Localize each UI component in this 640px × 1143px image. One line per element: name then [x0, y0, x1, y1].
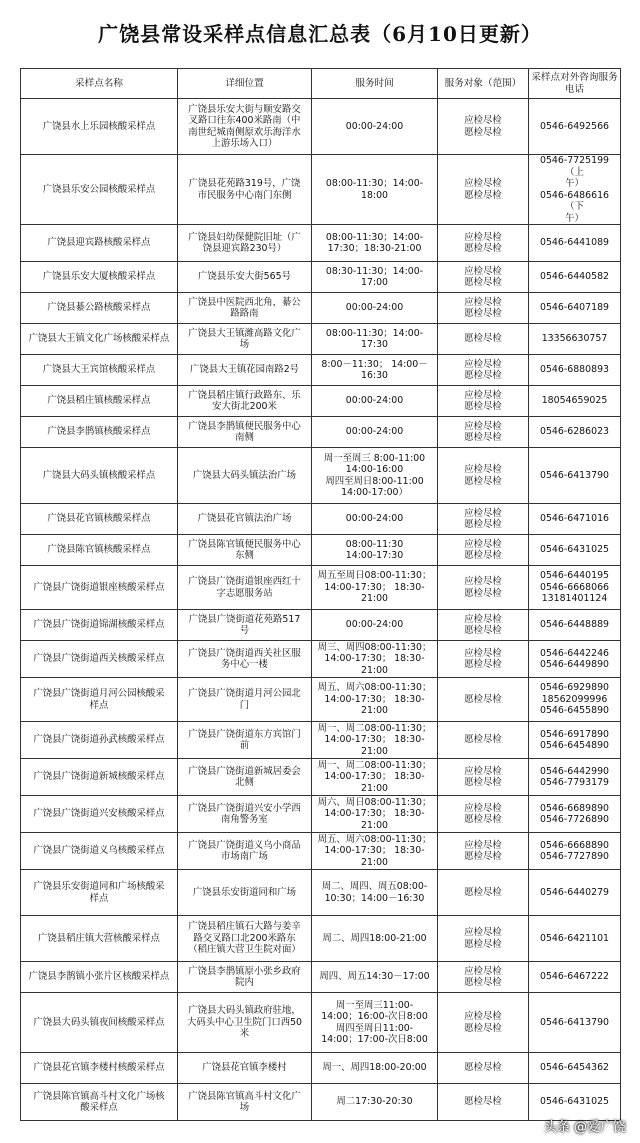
- header-phone: 采样点对外咨询服务 电话: [529, 69, 621, 99]
- phone-cell: 0546-6431025: [529, 535, 621, 566]
- phone-cell: 0546-6917890 0546-6454890: [529, 722, 621, 759]
- site-name-cell: 广饶县李鹊镇核酸采样点: [21, 417, 178, 448]
- service-target-cell: 应检尽检 愿检尽检: [438, 448, 529, 504]
- service-time-cell: 周二、周四18:00-21:00: [312, 916, 438, 962]
- location-cell: 广饶县大王镇潍高路文化广 场: [178, 324, 312, 355]
- header-service-time: 服务时间: [312, 69, 438, 99]
- service-target-cell: 应检尽检 愿检尽检: [438, 993, 529, 1053]
- location-cell: 广饶县花官镇法治广场: [178, 504, 312, 535]
- site-name-cell: 广饶县乐安街道同和广场核酸采 样点: [21, 870, 178, 916]
- phone-cell: 0546-7725199（上 午） 0546-6486616（下 午）: [529, 155, 621, 225]
- site-name-cell: 广饶县广饶街道锦湖核酸采样点: [21, 610, 178, 641]
- site-name-cell: 广饶县乐安公园核酸采样点: [21, 155, 178, 225]
- service-time-cell: 08:00-11:30 14:00-17:30: [312, 535, 438, 566]
- service-time-cell: 周二、周四、周五08:00- 10:30；14:00－16:30: [312, 870, 438, 916]
- service-time-cell: 00:00-24:00: [312, 610, 438, 641]
- site-name-cell: 广饶县綦公路核酸采样点: [21, 293, 178, 324]
- service-target-cell: 愿检尽检: [438, 1053, 529, 1084]
- location-cell: 广饶县李鹊镇原小张乡政府 院内: [178, 962, 312, 993]
- site-name-cell: 广饶县大码头镇夜间核酸采样点: [21, 993, 178, 1053]
- location-cell: 广饶县花官镇李楼村: [178, 1053, 312, 1084]
- service-time-cell: 周一至周三 8:00-11:00 14:00-16:00 周四至周日8:00-11:00 14:00-17:00）: [312, 448, 438, 504]
- location-cell: 广饶县大王镇花园南路2号: [178, 355, 312, 386]
- page-title: 广饶县常设采样点信息汇总表（6月10日更新）: [98, 22, 542, 46]
- service-time-cell: 08:00-11:30；14:00- 17:30: [312, 324, 438, 355]
- location-cell: 广饶县广饶街道新城居委会 北侧: [178, 759, 312, 796]
- location-cell: 广饶县花苑路319号，广饶 市民服务中心南门东侧: [178, 155, 312, 225]
- site-name-cell: 广饶县广饶街道兴安核酸采样点: [21, 796, 178, 833]
- table-row: [21, 324, 621, 355]
- service-time-cell: 00:00-24:00: [312, 504, 438, 535]
- service-target-cell: 应检尽检 愿检尽检: [438, 641, 529, 678]
- phone-cell: 0546-6668890 0546-7727890: [529, 833, 621, 870]
- site-name-cell: 广饶县广饶街道孙武核酸采样点: [21, 722, 178, 759]
- header-location: 详细位置: [178, 69, 312, 99]
- service-time-cell: 08:00-11:30；14:00- 17:30；18:30-21:00: [312, 225, 438, 262]
- table-row: [21, 641, 621, 678]
- table-row: [21, 759, 621, 796]
- location-cell: 广饶县大码头镇法治广场: [178, 448, 312, 504]
- location-cell: 广饶县广饶街道义乌小商品 市场南广场: [178, 833, 312, 870]
- service-time-cell: 周一、周四18:00-20:00: [312, 1053, 438, 1084]
- location-cell: 广饶县乐安大街与顺安路交 叉路口往东400米路南（中 南世纪城南侧原欢乐海洋水 上游乐场入口）: [178, 99, 312, 155]
- service-target-cell: 应检尽检 愿检尽检: [438, 155, 529, 225]
- phone-cell: 0546-6286023: [529, 417, 621, 448]
- watermark: 头条 @爱广饶: [543, 1120, 626, 1135]
- location-cell: 广饶县李鹊镇便民服务中心 南侧: [178, 417, 312, 448]
- location-cell: 广饶县广饶街道西关社区服 务中心一楼: [178, 641, 312, 678]
- service-time-cell: 周四、周五14:30－17:00: [312, 962, 438, 993]
- service-target-cell: 愿检尽检: [438, 870, 529, 916]
- service-target-cell: 愿检尽检: [438, 722, 529, 759]
- phone-cell: 0546-6689890 0546-7726890: [529, 796, 621, 833]
- table-row: [21, 293, 621, 324]
- service-time-cell: 周一、周二08:00-11:30； 14:00-17:30； 18:30- 21:00: [312, 722, 438, 759]
- table-row: [21, 796, 621, 833]
- phone-cell: 13356630757: [529, 324, 621, 355]
- service-target-cell: 应检尽检 愿检尽检: [438, 833, 529, 870]
- service-target-cell: 应检尽检 愿检尽检: [438, 417, 529, 448]
- phone-cell: 0546-6440279: [529, 870, 621, 916]
- service-time-cell: 周一、周二08:00-11:30； 14:00-17:30； 18:30- 21:00: [312, 759, 438, 796]
- phone-cell: 0546-6454362: [529, 1053, 621, 1084]
- site-name-cell: 广饶县稻庄镇核酸采样点: [21, 386, 178, 417]
- table-body: [21, 99, 621, 1121]
- table-row: [21, 870, 621, 916]
- location-cell: 广饶县妇幼保健院旧址（广 饶县迎宾路230号）: [178, 225, 312, 262]
- table-row: [21, 1053, 621, 1084]
- service-target-cell: 应检尽检 愿检尽检: [438, 796, 529, 833]
- phone-cell: 0546-6471016: [529, 504, 621, 535]
- table-row: [21, 386, 621, 417]
- service-target-cell: 愿检尽检: [438, 324, 529, 355]
- service-time-cell: 00:00-24:00: [312, 386, 438, 417]
- phone-cell: 0546-6448889: [529, 610, 621, 641]
- header-site-name: 采样点名称: [21, 69, 178, 99]
- phone-cell: 0546-6441089: [529, 225, 621, 262]
- service-time-cell: 周五至周日08:00-11:30； 14:00-17:30； 18:30- 21:00: [312, 566, 438, 610]
- phone-cell: 0546-6492566: [529, 99, 621, 155]
- table-header-row: [21, 69, 621, 99]
- service-time-cell: 08:30-11:30；14:00- 17:00: [312, 262, 438, 293]
- phone-cell: 0546-6442990 0546-7793179: [529, 759, 621, 796]
- service-target-cell: 应检尽检 愿检尽检: [438, 225, 529, 262]
- location-cell: 广饶县稻庄镇行政路东、乐 安大街北200米: [178, 386, 312, 417]
- table-row: [21, 262, 621, 293]
- service-time-cell: 周五、周六08:00-11:30； 14:00-17:30； 18:30- 21:00: [312, 678, 438, 722]
- site-name-cell: 广饶县广饶街道义乌核酸采样点: [21, 833, 178, 870]
- location-cell: 广饶县广饶街道花苑路517 号: [178, 610, 312, 641]
- service-time-cell: 周六、周日08:00-11:30； 14:00-17:30； 18:30- 21:00: [312, 796, 438, 833]
- location-cell: 广饶县广饶街道银座西红十 字志愿服务站: [178, 566, 312, 610]
- table-row: [21, 99, 621, 155]
- site-name-cell: 广饶县大王镇文化广场核酸采样点: [21, 324, 178, 355]
- service-time-cell: 08:00-11:30；14:00- 18:00: [312, 155, 438, 225]
- sampling-sites-table: [20, 68, 621, 1121]
- site-name-cell: 广饶县花官镇核酸采样点: [21, 504, 178, 535]
- phone-cell: 0546-6413790: [529, 993, 621, 1053]
- site-name-cell: 广饶县迎宾路核酸采样点: [21, 225, 178, 262]
- location-cell: 广饶县陈官镇便民服务中心 东侧: [178, 535, 312, 566]
- service-target-cell: 应检尽检 愿检尽检: [438, 566, 529, 610]
- phone-cell: 0546-6880893: [529, 355, 621, 386]
- site-name-cell: 广饶县花官镇李楼村核酸采样点: [21, 1053, 178, 1084]
- location-cell: 广饶县陈官镇高斗村文化广 场: [178, 1084, 312, 1121]
- phone-cell: 0546-6413790: [529, 448, 621, 504]
- location-cell: 广饶县稻庄镇石大路与姜辛 路交叉路口北200米路东 （稻庄镇大营卫生院对面）: [178, 916, 312, 962]
- service-target-cell: 应检尽检 愿检尽检: [438, 355, 529, 386]
- service-target-cell: 应检尽检 愿检尽检: [438, 759, 529, 796]
- service-target-cell: 应检尽检 愿检尽检: [438, 535, 529, 566]
- service-target-cell: 应检尽检 愿检尽检: [438, 262, 529, 293]
- table-row: [21, 833, 621, 870]
- table-row: [21, 504, 621, 535]
- header-service-target: 服务对象（范围）: [438, 69, 529, 99]
- location-cell: 广饶县乐安街道同和广场: [178, 870, 312, 916]
- service-time-cell: 周三、周四08:00-11:30； 14:00-17:30； 18:30- 21:00: [312, 641, 438, 678]
- table-row: [21, 535, 621, 566]
- table-row: [21, 448, 621, 504]
- site-name-cell: 广饶县广饶街道新城核酸采样点: [21, 759, 178, 796]
- table-row: [21, 722, 621, 759]
- phone-cell: 0546-6440195 0546-6668066 13181401124: [529, 566, 621, 610]
- site-name-cell: 广饶县广饶街道银座核酸采样点: [21, 566, 178, 610]
- site-name-cell: 广饶县大码头镇核酸采样点: [21, 448, 178, 504]
- phone-cell: 0546-6929890 18562099996 0546-6455890: [529, 678, 621, 722]
- service-time-cell: 周一至周三11:00- 14:00；16:00-次日8:00 周四至周日11:00- 14:00；17:00-次日8:00: [312, 993, 438, 1053]
- phone-cell: 18054659025: [529, 386, 621, 417]
- service-target-cell: 应检尽检 愿检尽检: [438, 962, 529, 993]
- location-cell: 广饶县中医院西北角，綦公 路路南: [178, 293, 312, 324]
- site-name-cell: 广饶县广饶街道月河公园核酸采 样点: [21, 678, 178, 722]
- service-time-cell: 8:00－11:30； 14:00－ 16:30: [312, 355, 438, 386]
- service-time-cell: 00:00-24:00: [312, 293, 438, 324]
- table-row: [21, 155, 621, 225]
- service-target-cell: 应检尽检 愿检尽检: [438, 293, 529, 324]
- service-target-cell: 应检尽检 愿检尽检: [438, 99, 529, 155]
- site-name-cell: 广饶县广饶街道西关核酸采样点: [21, 641, 178, 678]
- phone-cell: 0546-6431025: [529, 1084, 621, 1121]
- location-cell: 广饶县广饶街道东方宾馆门 前: [178, 722, 312, 759]
- site-name-cell: 广饶县陈官镇高斗村文化广场核 酸采样点: [21, 1084, 178, 1121]
- site-name-cell: 广饶县稻庄镇大营核酸采样点: [21, 916, 178, 962]
- phone-cell: 0546-6467222: [529, 962, 621, 993]
- table-row: [21, 993, 621, 1053]
- site-name-cell: 广饶县李鹊镇小张片区核酸采样点: [21, 962, 178, 993]
- table-row: [21, 916, 621, 962]
- location-cell: 广饶县广饶街道兴安小学西 南角警务室: [178, 796, 312, 833]
- table-row: [21, 1084, 621, 1121]
- service-time-cell: 周二17:30-20:30: [312, 1084, 438, 1121]
- service-target-cell: 应检尽检 愿检尽检: [438, 504, 529, 535]
- table-row: [21, 962, 621, 993]
- table-row: [21, 417, 621, 448]
- table-row: [21, 678, 621, 722]
- service-target-cell: 应检尽检 愿检尽检: [438, 386, 529, 417]
- location-cell: 广饶县大码头镇政府驻地， 大码头中心卫生院门口西50 米: [178, 993, 312, 1053]
- table-row: [21, 566, 621, 610]
- table-row: [21, 225, 621, 262]
- location-cell: 广饶县广饶街道月河公园北 门: [178, 678, 312, 722]
- location-cell: 广饶县乐安大街565号: [178, 262, 312, 293]
- service-time-cell: 00:00-24:00: [312, 417, 438, 448]
- table-row: [21, 610, 621, 641]
- site-name-cell: 广饶县水上乐园核酸采样点: [21, 99, 178, 155]
- service-target-cell: 愿检尽检: [438, 678, 529, 722]
- site-name-cell: 广饶县乐安大厦核酸采样点: [21, 262, 178, 293]
- site-name-cell: 广饶县陈官镇核酸采样点: [21, 535, 178, 566]
- service-target-cell: 应检尽检 愿检尽检: [438, 916, 529, 962]
- site-name-cell: 广饶县大王宾馆核酸采样点: [21, 355, 178, 386]
- service-target-cell: 应检尽检 愿检尽检: [438, 610, 529, 641]
- phone-cell: 0546-6440582: [529, 262, 621, 293]
- phone-cell: 0546-6421101: [529, 916, 621, 962]
- service-time-cell: 00:00-24:00: [312, 99, 438, 155]
- phone-cell: 0546-6407189: [529, 293, 621, 324]
- service-time-cell: 周五、周六08:00-11:30； 14:00-17:30； 18:30- 21:00: [312, 833, 438, 870]
- service-target-cell: 愿检尽检: [438, 1084, 529, 1121]
- table-row: [21, 355, 621, 386]
- phone-cell: 0546-6442246 0546-6449890: [529, 641, 621, 678]
